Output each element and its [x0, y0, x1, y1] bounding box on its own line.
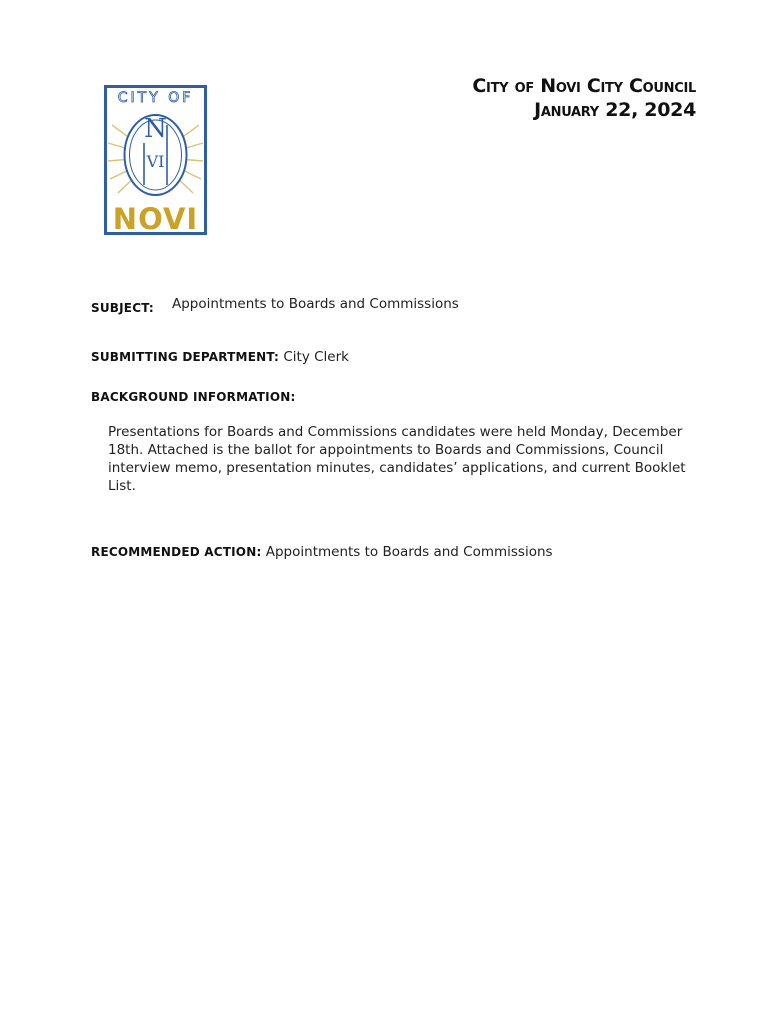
subject-label: SUBJECT:: [91, 301, 154, 315]
svg-text:CITY OF: CITY OF: [117, 90, 194, 106]
subject-value: Appointments to Boards and Commissions: [172, 296, 459, 312]
background-text: Presentations for Boards and Commissions candidates were held Monday, December 18th. Attached is the ballot for appointments to Boards and Commissions, Council interview memo, presentation minutes, candidates’ applications, and current Booklet List.: [108, 424, 686, 494]
council-title: City of Novi City Council: [472, 75, 696, 97]
svg-text:N: N: [144, 114, 167, 144]
subject-field: [91, 296, 459, 315]
city-of-novi-logo: [104, 85, 207, 235]
department-value: City Clerk: [283, 349, 349, 365]
meeting-header: [472, 74, 696, 122]
svg-text:VI: VI: [146, 152, 165, 171]
department-label: SUBMITTING DEPARTMENT:: [91, 350, 280, 364]
background-label: BACKGROUND INFORMATION:: [91, 390, 296, 404]
department-field: [91, 349, 349, 365]
novi-seal-icon: [104, 85, 207, 235]
recommended-action-value: Appointments to Boards and Commissions: [265, 544, 553, 560]
svg-text:NOVI: NOVI: [112, 202, 199, 235]
background-heading: [91, 389, 296, 405]
recommended-action-label: RECOMMENDED ACTION:: [91, 545, 262, 559]
recommended-action-field: [91, 544, 553, 560]
meeting-date: January 22, 2024: [534, 99, 696, 121]
